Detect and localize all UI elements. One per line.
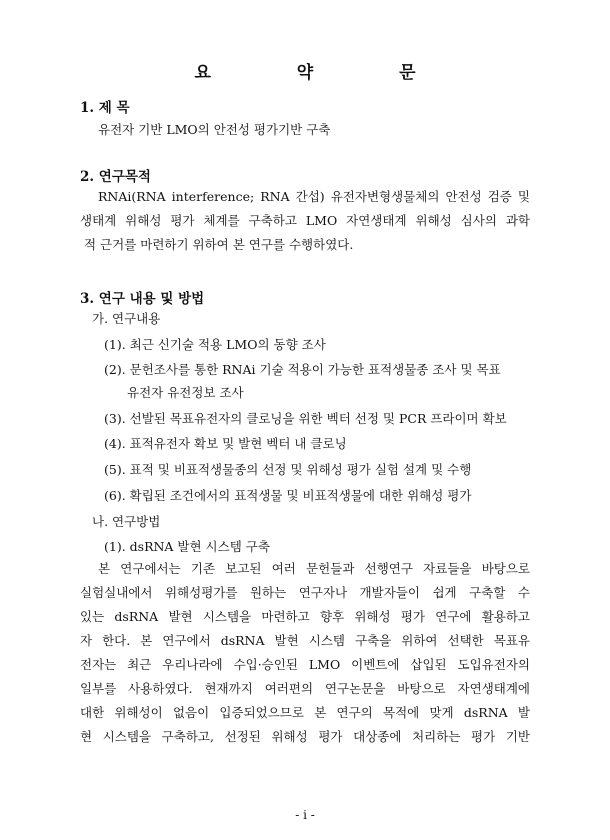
- content-item: (1). 최근 신기술 적용 LMO의 동향 조사: [104, 337, 326, 352]
- subsection-b-heading: 나. 연구방법: [92, 514, 161, 529]
- paragraph-line: 자 한다. 본 연구에서 dsRNA 발현 시스템 구축을 위하여 선택한 목표유: [80, 633, 530, 648]
- content-item: (6). 확립된 조건에서의 표적생물 및 비표적생물에 대한 위해성 평가: [104, 488, 472, 503]
- paragraph-line: 본 연구에서는 기존 보고된 여러 문헌들과 선행연구 자료들을 바탕으로: [98, 561, 530, 576]
- subsection-a-heading: 가. 연구내용: [92, 311, 161, 326]
- page-title: 요 약 문: [194, 63, 456, 83]
- section-1-heading: 1. 제 목: [80, 100, 130, 116]
- paragraph-line: RNAi(RNA interference; RNA 간섭) 유전자변형생물체의 안전성 검증 및: [98, 189, 530, 204]
- paragraph-line: 있는 dsRNA 발현 시스템을 마련하고 향후 위해성 평가 연구에 활용하고: [80, 609, 530, 624]
- paragraph-line: 실험실내에서 위해성평가를 원하는 연구자나 개발자들이 쉽게 구축할 수: [80, 585, 530, 600]
- paragraph-line: 생태계 위해성 평가 체계를 구축하고 LMO 자연생태계 위해성 심사의 과학: [80, 213, 530, 228]
- section-1-text: 유전자 기반 LMO의 안전성 평가기반 구축: [98, 122, 331, 137]
- content-item: (4). 표적유전자 확보 및 발현 벡터 내 클로닝: [104, 436, 347, 451]
- method-item: (1). dsRNA 발현 시스템 구축: [104, 539, 270, 554]
- paragraph-line: 현 시스템을 구축하고, 선정된 위해성 평가 대상종에 처리하는 평가 기반: [80, 729, 530, 744]
- page-number: - i -: [295, 808, 315, 822]
- paragraph-line: 전자는 최근 우리나라에 수입·승인된 LMO 이벤트에 삽입된 도입유전자의: [80, 657, 530, 672]
- content-item: (5). 표적 및 비표적생물종의 선정 및 위해성 평가 실험 설계 및 수행: [104, 462, 472, 477]
- paragraph-line: 일부를 사용하였다. 현재까지 여러편의 연구논문을 바탕으로 자연생태계에: [80, 681, 530, 696]
- section-3-heading: 3. 연구 내용 및 방법: [80, 291, 205, 307]
- paragraph-line: 적 근거를 마련하기 위하여 본 연구를 수행하였다.: [84, 237, 354, 252]
- section-2-paragraph: [80, 185, 530, 257]
- content-item-continuation: 유전자 유전정보 조사: [127, 385, 244, 400]
- section-2-heading: 2. 연구목적: [80, 169, 151, 185]
- content-item: (3). 선발된 목표유전자의 클로닝을 위한 벡터 선정 및 PCR 프라이머 확보: [104, 411, 507, 426]
- content-item: (2). 문헌조사를 통한 RNAi 기술 적용이 가능한 표적생물종 조사 및 목표: [104, 362, 501, 377]
- method-paragraph: [80, 557, 530, 749]
- paragraph-line: 대한 위해성이 없음이 입증되었으므로 본 연구의 목적에 맞게 dsRNA 발: [80, 705, 530, 720]
